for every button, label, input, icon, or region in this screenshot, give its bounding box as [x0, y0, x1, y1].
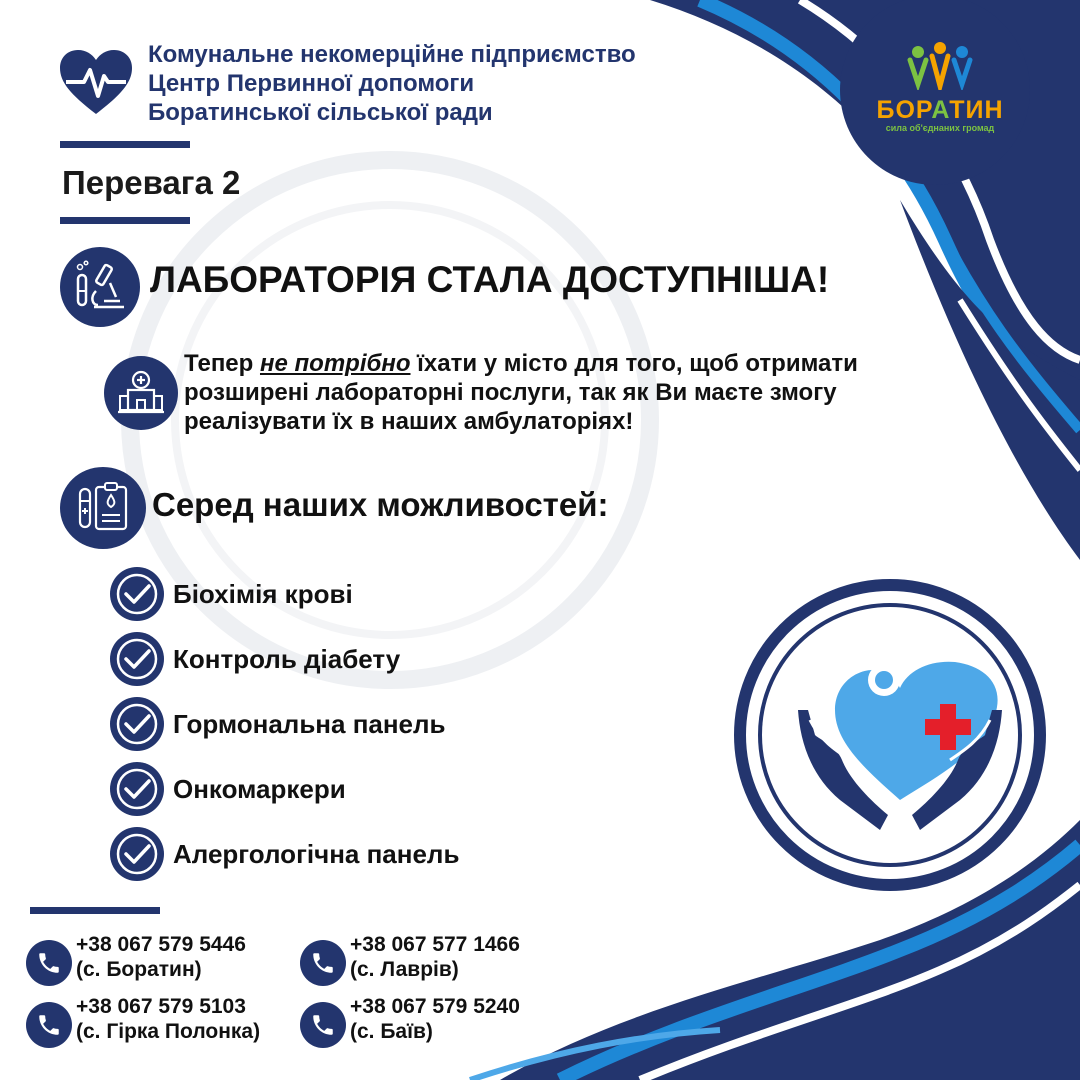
people-icon — [860, 40, 1020, 90]
brand-name: БОРАТИН — [876, 96, 1004, 124]
contact-phone: +38 067 577 1466 — [350, 933, 520, 956]
lab-title: ЛАБОРАТОРІЯ СТАЛА ДОСТУПНІША! — [150, 259, 830, 300]
capability-item — [110, 632, 400, 686]
organization-name — [148, 40, 636, 127]
check-icon — [110, 762, 164, 816]
contact-item[interactable] — [26, 932, 246, 986]
capability-item — [110, 567, 353, 621]
org-line-3: Боратинської сільської ради — [148, 99, 493, 126]
clinic-icon — [104, 356, 178, 430]
check-icon — [110, 697, 164, 751]
contact-place: (с. Гірка Полонка) — [76, 1020, 261, 1043]
contact-phone: +38 067 579 5240 — [350, 995, 520, 1018]
capability-item — [110, 762, 346, 816]
capability-item — [110, 827, 459, 881]
microscope-icon — [60, 247, 140, 327]
check-icon — [110, 567, 164, 621]
advantage-label: Перевага 2 — [62, 164, 241, 201]
capability-label: Гормональна панель — [173, 708, 446, 739]
heart-pulse-icon — [60, 50, 132, 116]
capability-label: Онкомаркери — [173, 773, 346, 804]
phone-icon — [300, 940, 346, 986]
contact-place: (с. Лаврів) — [350, 958, 459, 981]
capability-label: Контроль діабету — [173, 643, 401, 674]
phone-icon — [26, 1002, 72, 1048]
contact-item[interactable] — [26, 994, 260, 1048]
divider-middle — [60, 217, 190, 224]
phone-icon — [300, 1002, 346, 1048]
capability-label: Алергологічна панель — [173, 838, 460, 869]
divider-bottom — [30, 907, 160, 914]
capability-item — [110, 697, 446, 751]
capability-label: Біохімія крові — [173, 578, 353, 609]
org-line-2: Центр Первинної допомоги — [148, 70, 475, 97]
care-hands-heart-icon — [780, 640, 1020, 840]
info-paragraph: Тепер не потрібно їхати у місто для того, щоб отримати розширені лабораторні послуги, так як Ви маєте змогу реалізувати їх в наших амбулаторіях! — [184, 350, 858, 435]
org-line-1: Комунальне некомерційне підприємство — [148, 41, 636, 68]
contact-item[interactable] — [300, 994, 520, 1048]
contact-phone: +38 067 579 5446 — [76, 933, 246, 956]
divider-top — [60, 141, 190, 148]
capabilities-title: Серед наших можливостей: — [152, 486, 609, 523]
phone-icon — [26, 940, 72, 986]
contact-phone: +38 067 579 5103 — [76, 995, 246, 1018]
check-icon — [110, 827, 164, 881]
contact-place: (с. Баїв) — [350, 1020, 433, 1043]
info-emphasis: не потрібно — [259, 350, 411, 377]
check-icon — [110, 632, 164, 686]
contact-item[interactable] — [300, 932, 520, 986]
brand-logo — [860, 40, 1020, 150]
contact-place: (с. Боратин) — [76, 958, 202, 981]
brand-tagline: сила об'єднаних громад — [885, 123, 995, 133]
lab-test-icon — [60, 467, 146, 549]
